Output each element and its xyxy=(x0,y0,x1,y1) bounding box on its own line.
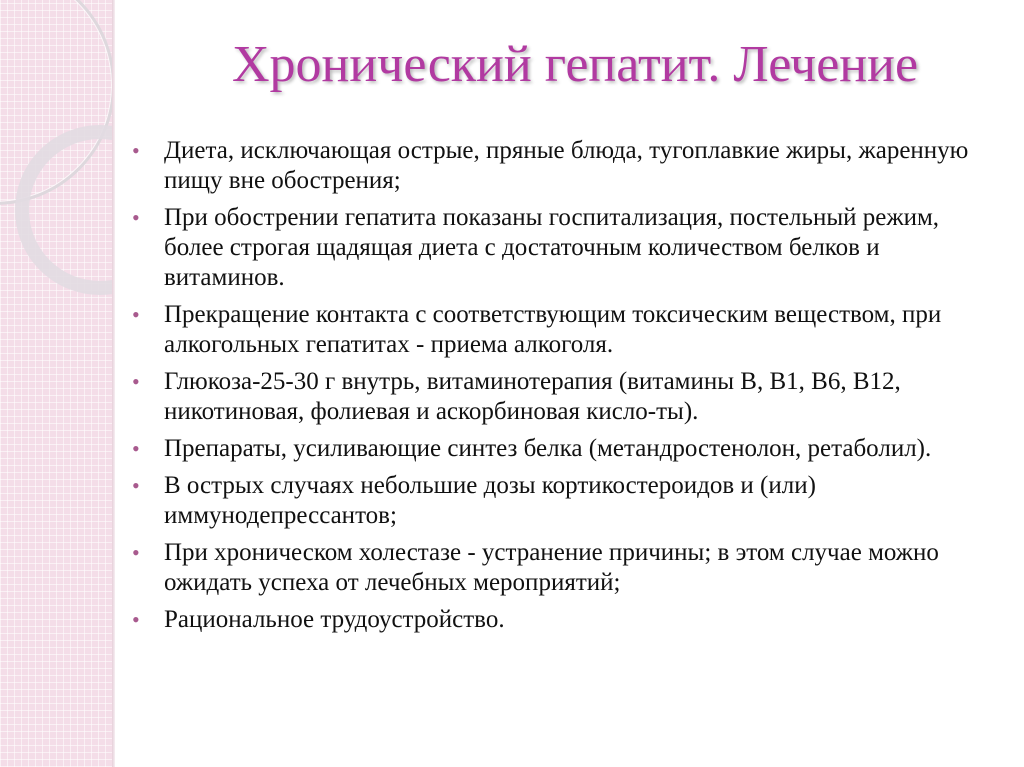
list-item-text: Диета, исключающая острые, пряные блюда, тугоплавкие жиры, жаренную пищу вне обострения; xyxy=(164,137,969,194)
list-item xyxy=(128,434,988,464)
bullet-icon: • xyxy=(132,369,140,394)
list-item-text: При обострении гепатита показаны госпитализация, постельный режим, более строгая щадящая диета с достаточным количеством белков и витаминов. xyxy=(164,204,940,291)
bullet-icon: • xyxy=(132,138,140,163)
list-item xyxy=(128,136,988,196)
bullet-list xyxy=(128,136,988,642)
list-item-text: Прекращение контакта с соответствующим токсическим веществом, при алкогольных гепатитах - приема алкоголя. xyxy=(164,301,942,358)
bullet-icon: • xyxy=(132,205,140,230)
list-item-text: Препараты, усиливающие синтез белка (метандростенолон, ретаболил). xyxy=(164,435,932,462)
list-item-text: При хроническом холестазе - устранение причины; в этом случае можно ожидать успеха от лечебных мероприятий; xyxy=(164,539,939,596)
list-item xyxy=(128,367,988,427)
slide-title: Хронический гепатит. Лечение xyxy=(231,36,919,93)
panel-divider xyxy=(112,0,115,767)
list-item xyxy=(128,471,988,531)
list-item xyxy=(128,300,988,360)
bullet-icon: • xyxy=(132,473,140,498)
list-item xyxy=(128,605,988,635)
list-item xyxy=(128,203,988,293)
list-item xyxy=(128,538,988,598)
list-item-text: Рациональное трудоустройство. xyxy=(164,606,505,633)
bullet-icon: • xyxy=(132,436,140,461)
bullet-icon: • xyxy=(132,540,140,565)
bullet-icon: • xyxy=(132,302,140,327)
list-item-text: Глюкоза-25-30 г внутрь, витаминотерапия (витамины В, В1, В6, В12, никотиновая, фолиевая и аскорбиновая кисло-ты). xyxy=(164,368,901,425)
bullet-icon: • xyxy=(132,607,140,632)
list-item-text: В острых случаях небольшие дозы кортикостероидов и (или) иммунодепрессантов; xyxy=(164,472,816,529)
decorative-side-panel xyxy=(0,0,112,767)
